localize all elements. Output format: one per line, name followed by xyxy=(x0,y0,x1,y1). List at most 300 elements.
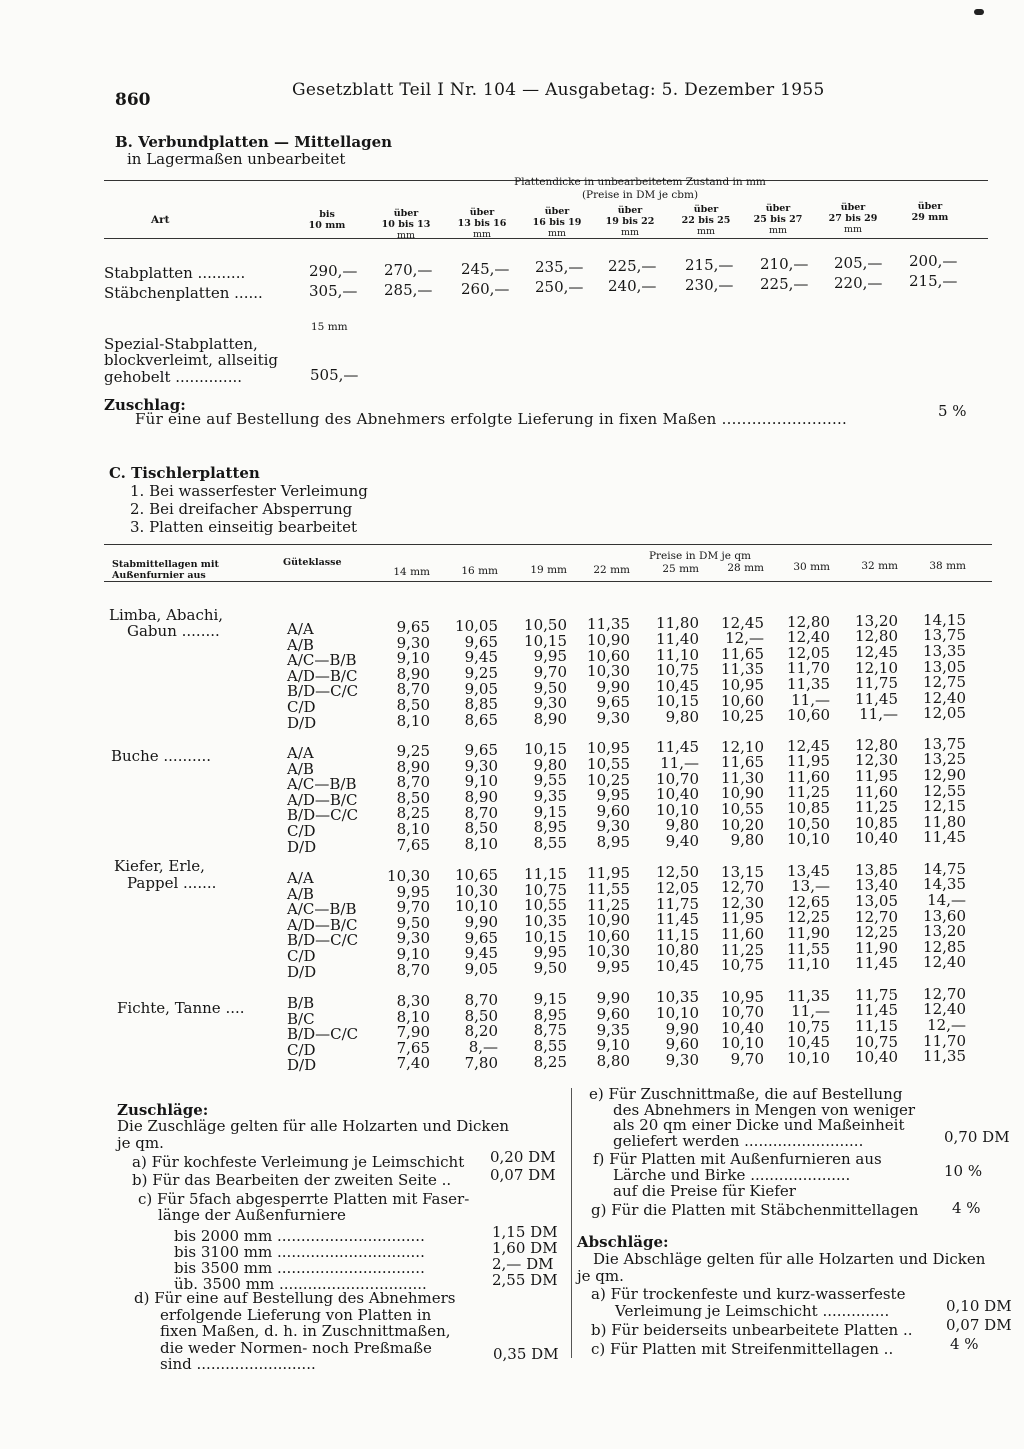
table-c-cell: 11,15 xyxy=(524,865,567,884)
table-c-cell: 13,25 xyxy=(923,750,966,769)
table-c-cell: 8,10 xyxy=(396,1007,430,1026)
abschlag-c-text: c) Für Platten mit Streifenmittellagen .. xyxy=(591,1340,894,1358)
table-c-cell: 9,30 xyxy=(533,694,567,713)
table-c-grade: B/D—C/C xyxy=(287,682,359,701)
zuschlaege-intro-2: je qm. xyxy=(117,1134,164,1152)
table-c-grade: A/A xyxy=(287,744,314,762)
table-b-col-header-line1: bis xyxy=(319,209,335,220)
table-c-cell: 9,65 xyxy=(596,693,630,712)
table-c-cell: 9,80 xyxy=(533,755,567,774)
table-c-cell: 10,30 xyxy=(587,942,630,961)
table-b-col-header-line3: mm xyxy=(843,224,863,235)
table-c-cell: 11,75 xyxy=(855,674,898,693)
table-c-cell: 8,75 xyxy=(533,1021,567,1040)
table-c-size-header: 22 mm xyxy=(593,563,630,576)
table-b-col-header-line1: über xyxy=(393,208,419,219)
table-c-cell: 8,85 xyxy=(464,695,498,714)
table-c-cell: 11,65 xyxy=(721,644,764,663)
table-c-cell: 11,90 xyxy=(855,938,898,957)
table-b-cell: 305,— xyxy=(309,282,358,300)
table-c-cell: 12,15 xyxy=(923,797,966,816)
section-c-item-3: 3. Platten einseitig bearbeitet xyxy=(130,518,357,536)
table-c-group-label: Gabun ........ xyxy=(127,622,220,640)
table-c-cell: 11,75 xyxy=(855,985,898,1004)
table-c-cell: 12,25 xyxy=(855,923,898,942)
zuschlag-c-row-label: üb. 3500 mm ............................... xyxy=(174,1275,427,1293)
section-c-title: C. Tischlerplatten xyxy=(109,464,260,482)
table-c-cell: 10,20 xyxy=(721,815,764,834)
table-b-col-header-line2: 10 bis 13 xyxy=(381,219,431,230)
table-b-col-header-line2: 19 bis 22 xyxy=(605,216,655,227)
table-c-cell: 10,85 xyxy=(855,813,898,832)
section-c-item-2: 2. Bei dreifacher Absperrung xyxy=(130,500,353,518)
table-c-cell: 10,35 xyxy=(656,988,699,1007)
table-c-cell: 10,55 xyxy=(721,799,764,818)
table-c-cell: 8,90 xyxy=(396,757,430,776)
zuschlag-d-line: erfolgende Lieferung von Platten in xyxy=(160,1305,432,1324)
table-c-grade: B/D—C/C xyxy=(287,1025,359,1044)
table-b-col-header-line2: 13 bis 16 xyxy=(457,218,507,229)
table-c-cell: 8,50 xyxy=(464,819,498,838)
zuschlag-f-line: Lärche und Birke ..................... xyxy=(613,1166,851,1184)
table-c-cell: 11,35 xyxy=(787,986,830,1005)
table-c-cell: 11,90 xyxy=(787,924,830,942)
zuschlag-c-text-1: c) Für 5fach abgesperrte Platten mit Faser- xyxy=(138,1190,470,1208)
table-c-cell: 12,45 xyxy=(721,613,764,632)
table-c-cell: 11,55 xyxy=(787,939,830,958)
table-c-cell: 9,95 xyxy=(396,882,430,901)
table-c-cell: 8,80 xyxy=(596,1051,630,1070)
table-c-cell: 9,70 xyxy=(396,898,430,917)
table-c-cell: 13,60 xyxy=(923,906,966,925)
table-c-grade: A/A xyxy=(287,620,314,638)
table-c-cell: 11,75 xyxy=(656,894,699,913)
zuschlag-c-row-value: 2,55 DM xyxy=(492,1271,558,1289)
table-b-col-header-line2: 16 bis 19 xyxy=(532,217,582,228)
table-c-cell: 12,85 xyxy=(923,937,966,956)
table-c-cell: 11,35 xyxy=(787,675,830,693)
table-c-grade: C/D xyxy=(287,947,316,965)
zuschlag-c-row-label: bis 3100 mm ............................... xyxy=(174,1243,425,1261)
table-c-cell: 13,45 xyxy=(787,861,830,880)
table-c-cell: 9,60 xyxy=(665,1035,699,1054)
special-label-line-2: blockverleimt, allseitig xyxy=(104,351,279,369)
table-c-grade: D/D xyxy=(287,1056,317,1075)
zuschlag-e-line: des Abnehmers in Mengen von weniger xyxy=(613,1100,916,1119)
table-c-cell: 9,90 xyxy=(665,1019,699,1038)
table-c-cell: 9,90 xyxy=(596,989,630,1008)
table-c-cell: 7,80 xyxy=(464,1053,498,1072)
table-c-cell: 11,25 xyxy=(855,798,898,817)
table-c-group-header: Preise in DM je qm xyxy=(648,550,752,562)
zuschlag-f-value: 10 % xyxy=(944,1162,983,1180)
table-c-cell: 12,25 xyxy=(787,908,830,927)
table-c-cell: 10,30 xyxy=(587,662,630,681)
table-b-cell: 225,— xyxy=(760,274,809,293)
zuschlag-b-text: Für eine auf Bestellung des Abnehmers erfolgte Lieferung in fixen Maßen ......................... xyxy=(135,410,848,428)
abschlaege-title: Abschläge: xyxy=(577,1233,669,1251)
table-c-cell: 9,95 xyxy=(533,943,567,962)
table-c-group-label: Limba, Abachi, xyxy=(109,606,224,624)
table-c-cell: 9,30 xyxy=(396,633,430,652)
zuschlag-g-value: 4 % xyxy=(952,1199,981,1217)
table-c-grade: A/D—B/C xyxy=(287,790,358,809)
zuschlag-f-line: f) Für Platten mit Außenfurnieren aus xyxy=(593,1150,882,1168)
table-c-cell: 11,25 xyxy=(787,783,830,802)
table-b-cell: 215,— xyxy=(909,272,958,291)
table-c-cell: 11,95 xyxy=(587,864,630,883)
table-c-cell: 10,30 xyxy=(387,867,430,885)
table-c-cell: 12,40 xyxy=(923,1000,966,1019)
table-c-cell: 9,05 xyxy=(464,959,498,978)
table-c-cell: 13,05 xyxy=(923,657,966,676)
table-c-cell: 8,95 xyxy=(596,832,630,851)
table-c-col1-line2: Außenfurnier aus xyxy=(112,570,206,581)
table-c-size-header: 28 mm xyxy=(727,562,764,574)
table-c-cell: 12,— xyxy=(725,629,764,648)
table-c-cell: 9,45 xyxy=(464,648,498,667)
table-c-cell: 10,60 xyxy=(787,706,830,725)
table-c-cell: 11,45 xyxy=(923,828,966,847)
table-c-cell: 10,70 xyxy=(721,1003,764,1022)
table-c-cell: 11,70 xyxy=(787,659,830,678)
table-c-cell: 8,55 xyxy=(533,833,567,852)
table-c-header-rule xyxy=(104,581,992,582)
zuschlag-a-text: a) Für kochfeste Verleimung je Leimschicht xyxy=(132,1153,465,1171)
table-c-cell: 10,80 xyxy=(656,941,699,960)
table-c-cell: 8,90 xyxy=(533,709,567,728)
table-c-cell: 7,65 xyxy=(396,835,430,854)
table-c-cell: 9,50 xyxy=(533,958,567,977)
table-c-group-label: Pappel ....... xyxy=(127,874,217,892)
table-b-cell: 230,— xyxy=(685,276,734,294)
table-c-cell: 12,40 xyxy=(787,628,830,647)
table-b-col-header-line3: mm xyxy=(768,225,788,236)
table-c-cell: 10,10 xyxy=(787,830,830,849)
table-c-cell: 9,10 xyxy=(396,945,430,963)
table-c-cell: 10,60 xyxy=(721,691,764,710)
table-c-cell: 8,20 xyxy=(464,1022,498,1041)
zuschlag-c-row-value: 1,60 DM xyxy=(492,1239,558,1257)
table-c-cell: 10,60 xyxy=(587,926,630,945)
table-c-cell: 12,80 xyxy=(855,735,898,754)
table-c-cell: 11,95 xyxy=(855,766,898,785)
section-b-subtitle: in Lagermaßen unbearbeitet xyxy=(127,150,346,168)
table-c-cell: 11,80 xyxy=(656,614,699,633)
table-c-cell: 8,70 xyxy=(464,991,498,1010)
table-c-grade: A/A xyxy=(287,869,314,887)
table-c-cell: 8,95 xyxy=(533,818,567,837)
table-c-cell: 9,65 xyxy=(464,741,498,760)
table-c-cell: 11,55 xyxy=(587,879,630,898)
table-b-cell: 210,— xyxy=(760,254,809,273)
table-b-col-header-line2: 10 mm xyxy=(308,220,346,231)
table-c-cell: 9,95 xyxy=(533,647,567,666)
table-c-cell: 12,55 xyxy=(923,781,966,800)
table-c-cell: 12,75 xyxy=(923,673,966,692)
table-b-cell: 205,— xyxy=(834,253,883,272)
table-c-cell: 8,55 xyxy=(533,1037,567,1055)
table-b-col-header-line2: 22 bis 25 xyxy=(681,215,731,226)
table-c-cell: 14,35 xyxy=(923,875,966,894)
table-c-cell: 11,35 xyxy=(923,1047,966,1066)
special-value: 505,— xyxy=(310,366,359,384)
table-c-grade: A/B xyxy=(287,635,314,654)
page-header-title: Gesetzblatt Teil I Nr. 104 — Ausgabetag: 5. Dezember 1955 xyxy=(292,80,825,100)
table-c-cell: 9,25 xyxy=(464,663,498,682)
table-c-size-header: 30 mm xyxy=(793,561,830,574)
table-c-cell: 9,55 xyxy=(533,771,567,790)
table-c-grade: B/D—C/C xyxy=(287,806,359,825)
table-c-cell: 9,60 xyxy=(596,1004,630,1023)
table-c-cell: 12,30 xyxy=(855,751,898,770)
table-c-cell: 9,90 xyxy=(596,677,630,696)
table-c-cell: 7,90 xyxy=(396,1023,430,1042)
zuschlag-e-line: als 20 qm einer Dicke und Maßeinheit xyxy=(613,1116,905,1134)
table-c-cell: 13,75 xyxy=(923,734,966,753)
table-c-cell: 12,70 xyxy=(923,984,966,1003)
table-c-cell: 9,95 xyxy=(596,786,630,805)
table-c-size-header: 38 mm xyxy=(929,559,966,572)
table-c-cell: 9,30 xyxy=(396,929,430,948)
table-b-art-header: Art xyxy=(151,214,170,226)
table-c-cell: 11,30 xyxy=(721,768,764,787)
table-c-cell: 12,05 xyxy=(787,643,830,662)
table-c-grade: A/D—B/C xyxy=(287,666,358,685)
section-c-item-1: 1. Bei wasserfester Verleimung xyxy=(130,482,368,500)
table-c-cell: 11,45 xyxy=(855,689,898,708)
table-c-cell: 10,35 xyxy=(524,912,567,930)
table-c-cell: 9,45 xyxy=(464,944,498,963)
table-b-col-header-line1: über xyxy=(840,202,866,213)
table-b-cell: 245,— xyxy=(461,259,510,278)
table-c-cell: 10,90 xyxy=(587,911,630,930)
table-c-cell: 9,65 xyxy=(464,928,498,947)
table-c-cell: 9,80 xyxy=(665,816,699,835)
table-c-group-label: Buche .......... xyxy=(111,747,212,765)
table-c-cell: 12,50 xyxy=(656,863,699,882)
zuschlaege-intro-1: Die Zuschläge gelten für alle Holzarten und Dicken xyxy=(117,1117,510,1135)
table-c-cell: 9,05 xyxy=(464,679,498,698)
table-c-cell: 10,15 xyxy=(524,740,567,759)
table-c-grade: A/C—B/B xyxy=(287,900,357,919)
zuschlag-c-row-value: 1,15 DM xyxy=(492,1223,558,1241)
table-c-cell: 13,— xyxy=(791,877,830,896)
abschlag-b-text: b) Für beiderseits unbearbeitete Platten .. xyxy=(591,1321,913,1339)
table-c-cell: 10,25 xyxy=(587,770,630,789)
table-c-top-rule xyxy=(104,544,992,545)
table-c-cell: 9,30 xyxy=(596,817,630,836)
table-c-cell: 9,90 xyxy=(464,912,498,931)
table-c-cell: 8,70 xyxy=(396,773,430,792)
table-c-cell: 10,40 xyxy=(656,785,699,804)
table-c-cell: 8,50 xyxy=(396,788,430,807)
table-c-cell: 11,45 xyxy=(855,1001,898,1020)
table-c-cell: 10,10 xyxy=(721,1034,764,1053)
table-c-cell: 11,25 xyxy=(587,895,630,914)
corner-ink-mark xyxy=(974,9,984,15)
table-c-cell: 8,65 xyxy=(464,710,498,729)
table-c-cell: 10,50 xyxy=(787,814,830,833)
table-c-cell: 10,60 xyxy=(587,646,630,665)
zuschlag-b-text: b) Für das Bearbeiten der zweiten Seite .. xyxy=(132,1171,452,1189)
table-b-col-header-line1: über xyxy=(469,207,495,218)
table-c-cell: 10,75 xyxy=(721,956,764,975)
table-c-cell: 9,10 xyxy=(464,772,498,791)
table-c-cell: 9,70 xyxy=(730,1049,764,1068)
table-c-cell: 9,65 xyxy=(396,618,430,636)
table-c-cell: 11,45 xyxy=(656,738,699,757)
table-b-header-rule xyxy=(104,238,988,239)
table-c-cell: 9,10 xyxy=(396,649,430,668)
table-c-cell: 9,25 xyxy=(396,742,430,760)
zuschlag-g-text: g) Für die Platten mit Stäbchenmittellagen xyxy=(591,1201,919,1219)
table-c-cell: 10,45 xyxy=(656,957,699,975)
table-c-cell: 9,30 xyxy=(596,708,630,727)
table-c-grade: A/C—B/B xyxy=(287,775,357,794)
table-c-cell: 13,20 xyxy=(855,611,898,630)
table-c-cell: 10,55 xyxy=(587,754,630,773)
table-c-cell: 11,60 xyxy=(787,767,830,786)
zuschlag-b-value: 0,07 DM xyxy=(490,1166,556,1184)
table-c-cell: 12,40 xyxy=(923,688,966,707)
table-c-cell: 12,10 xyxy=(855,658,898,677)
table-c-cell: 10,15 xyxy=(524,927,567,946)
table-c-size-header: 16 mm xyxy=(461,565,498,578)
table-c-grade: C/D xyxy=(287,822,316,840)
table-c-cell: 10,40 xyxy=(855,829,898,848)
table-c-grade: A/D—B/C xyxy=(287,915,358,934)
zuschlag-c-row-label: bis 2000 mm ............................... xyxy=(174,1227,425,1245)
table-c-cell: 9,95 xyxy=(596,957,630,976)
special-label-line-1: Spezial-Stabplatten, xyxy=(104,335,258,353)
zuschlag-f-line: auf die Preise für Kiefer xyxy=(613,1182,796,1200)
special-label-line-3: gehobelt .............. xyxy=(104,368,242,386)
table-c-cell: 11,— xyxy=(859,705,898,724)
zuschlag-c-row-value: 2,— DM xyxy=(492,1255,554,1273)
table-c-cell: 10,85 xyxy=(787,799,830,817)
table-c-cell: 9,80 xyxy=(730,831,764,850)
table-c-cell: 11,— xyxy=(791,1002,830,1021)
table-c-cell: 9,80 xyxy=(665,708,699,726)
table-b-col-header-line3: mm xyxy=(696,226,716,237)
table-c-cell: 10,95 xyxy=(587,739,630,758)
zuschlaege-title: Zuschläge: xyxy=(117,1101,209,1119)
table-c-cell: 10,65 xyxy=(455,866,498,885)
table-c-cell: 10,10 xyxy=(656,800,699,819)
zuschlag-b-value: 5 % xyxy=(938,402,967,420)
table-b-cell: 270,— xyxy=(384,260,433,279)
zuschlag-d-value: 0,35 DM xyxy=(493,1345,559,1363)
table-c-cell: 8,— xyxy=(468,1037,498,1056)
table-c-grade: C/D xyxy=(287,698,316,716)
table-c-grade: D/D xyxy=(287,837,317,856)
table-c-grade: A/C—B/B xyxy=(287,651,357,670)
table-b-col-header-line1: über xyxy=(544,206,570,217)
table-b-col-header-line3: mm xyxy=(547,228,567,239)
table-c-cell: 10,05 xyxy=(455,617,498,636)
table-b-col-header-line3: mm xyxy=(472,229,492,240)
table-c-cell: 8,30 xyxy=(396,992,430,1010)
column-divider xyxy=(571,1088,572,1358)
table-b-cell: 290,— xyxy=(309,262,358,280)
table-c-cell: 9,10 xyxy=(596,1036,630,1055)
table-c-cell: 8,70 xyxy=(396,960,430,979)
table-c-group-label: Kiefer, Erle, xyxy=(114,857,205,875)
table-c-grade: C/D xyxy=(287,1040,316,1059)
table-c-cell: 11,80 xyxy=(923,812,966,831)
table-c-cell: 10,90 xyxy=(587,630,630,649)
zuschlag-e-value: 0,70 DM xyxy=(944,1128,1010,1146)
table-b-cell: 220,— xyxy=(834,273,883,292)
table-b-col-header-line1: über xyxy=(617,205,643,216)
table-c-cell: 11,70 xyxy=(923,1031,966,1050)
table-c-cell: 13,05 xyxy=(855,891,898,910)
table-c-cell: 12,45 xyxy=(787,736,830,755)
zuschlag-c-row-label: bis 3500 mm ............................... xyxy=(174,1259,425,1277)
table-c-size-header: 32 mm xyxy=(861,560,898,573)
table-c-cell: 10,40 xyxy=(855,1048,898,1067)
table-c-cell: 11,60 xyxy=(855,782,898,801)
table-c-cell: 8,95 xyxy=(533,1005,567,1024)
table-b-cell: 200,— xyxy=(909,252,958,271)
table-c-cell: 13,75 xyxy=(923,626,966,645)
table-c-cell: 10,45 xyxy=(787,1033,830,1052)
abschlag-a-text-1: a) Für trockenfeste und kurz-wasserfeste xyxy=(591,1285,906,1303)
table-c-grade: D/D xyxy=(287,713,317,732)
table-c-cell: 10,25 xyxy=(721,707,764,726)
table-c-cell: 10,15 xyxy=(656,692,699,711)
zuschlag-b-title: Zuschlag: xyxy=(104,396,186,414)
table-c-cell: 8,70 xyxy=(464,803,498,822)
table-c-cell: 8,50 xyxy=(464,1006,498,1025)
table-c-col1-line1: Stabmittellagen mit xyxy=(112,559,219,570)
table-c-cell: 8,10 xyxy=(464,834,498,853)
abschlag-c-value: 4 % xyxy=(950,1335,979,1353)
table-b-cell: 235,— xyxy=(535,258,584,277)
table-b-cell: 240,— xyxy=(608,277,657,296)
abschlag-a-value: 0,10 DM xyxy=(946,1297,1012,1315)
table-b-col-header-line1: über xyxy=(765,203,791,214)
table-b-col-header-line2: 27 bis 29 xyxy=(828,213,878,224)
table-c-cell: 9,50 xyxy=(396,913,430,932)
table-c-size-header: 19 mm xyxy=(530,564,567,577)
table-c-grade: B/D—C/C xyxy=(287,931,359,950)
table-c-cell: 8,10 xyxy=(396,711,430,730)
table-c-cell: 11,10 xyxy=(787,955,830,974)
table-c-cell: 13,35 xyxy=(923,642,966,660)
table-c-cell: 9,50 xyxy=(533,678,567,697)
table-c-cell: 13,15 xyxy=(721,862,764,881)
table-c-cell: 9,35 xyxy=(596,1020,630,1039)
table-c-cell: 10,10 xyxy=(787,1049,830,1067)
table-c-cell: 7,40 xyxy=(396,1054,430,1073)
table-c-cell: 9,70 xyxy=(533,663,567,681)
table-c-cell: 12,65 xyxy=(787,892,830,911)
table-c-cell: 14,— xyxy=(927,891,966,909)
table-c-cell: 11,— xyxy=(660,754,699,772)
table-c-cell: 7,65 xyxy=(396,1038,430,1057)
table-b-col-header-line2: 29 mm xyxy=(911,212,949,223)
table-c-cell: 10,95 xyxy=(721,675,764,694)
table-c-cell: 11,10 xyxy=(656,645,699,664)
table-b-col-header-line1: über xyxy=(917,201,943,212)
table-c-cell: 12,80 xyxy=(855,627,898,646)
table-b-cell: 260,— xyxy=(461,279,510,298)
table-c-grade: A/B xyxy=(287,884,314,903)
table-b-group-header: Plattendicke in unbearbeitetem Zustand in mm xyxy=(514,176,766,188)
table-c-cell: 10,10 xyxy=(656,1004,699,1022)
